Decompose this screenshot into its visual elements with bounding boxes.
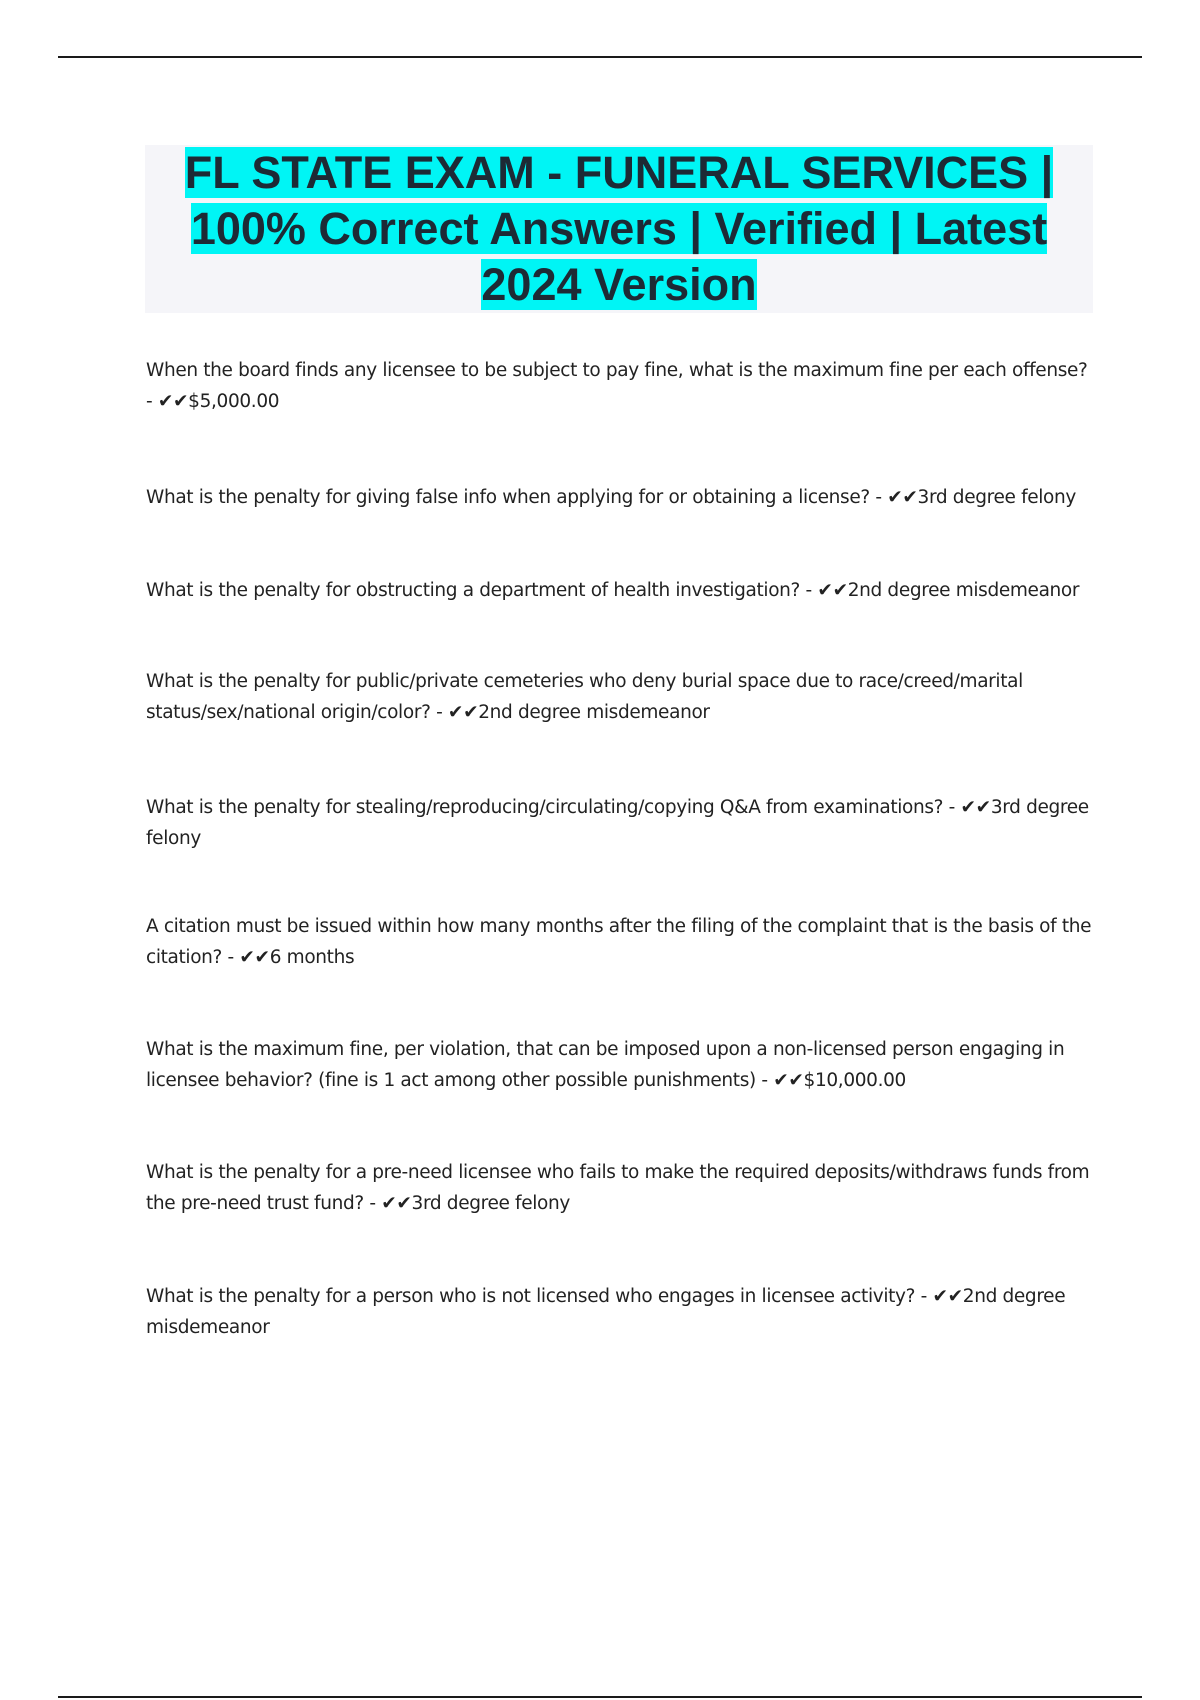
qa-item: What is the penalty for giving false info when applying for or obtaining a license? - ✔✔3rd degree felony: [146, 487, 1076, 508]
qa-item: What is the penalty for a person who is not licensed who engages in licensee activity? - ✔✔2nd degree misdemeanor: [146, 1286, 1066, 1338]
qa-item: What is the penalty for a pre-need licensee who fails to make the required deposits/withdraws funds from the pre-need trust fund? - ✔✔3rd degree felony: [146, 1162, 1090, 1214]
document-title: [145, 145, 1093, 313]
top-rule: [58, 56, 1142, 58]
title-highlight: FL STATE EXAM - FUNERAL SERVICES | 100% Correct Answers | Verified | Latest 2024 Version: [184, 147, 1054, 310]
bottom-rule: [58, 1696, 1142, 1698]
qa-item: What is the maximum fine, per violation, that can be imposed upon a non-licensed person engaging in licensee behavior? (fine is 1 act among other possible punishments) - ✔✔$10,000.00: [146, 1039, 1065, 1091]
qa-item: What is the penalty for obstructing a department of health investigation? - ✔✔2nd degree misdemeanor: [146, 580, 1080, 601]
qa-item: What is the penalty for stealing/reproducing/circulating/copying Q&A from examinations? - ✔✔3rd degree felony: [146, 797, 1089, 849]
title-block: [145, 145, 1093, 313]
qa-item: What is the penalty for public/private cemeteries who deny burial space due to race/creed/marital status/sex/national origin/color? - ✔✔2nd degree misdemeanor: [146, 671, 1023, 723]
qa-item: When the board finds any licensee to be subject to pay fine, what is the maximum fine per each offense? - ✔✔$5,000.00: [146, 360, 1088, 412]
qa-item: A citation must be issued within how many months after the filing of the complaint that is the basis of the citation? - ✔✔6 months: [146, 916, 1092, 968]
